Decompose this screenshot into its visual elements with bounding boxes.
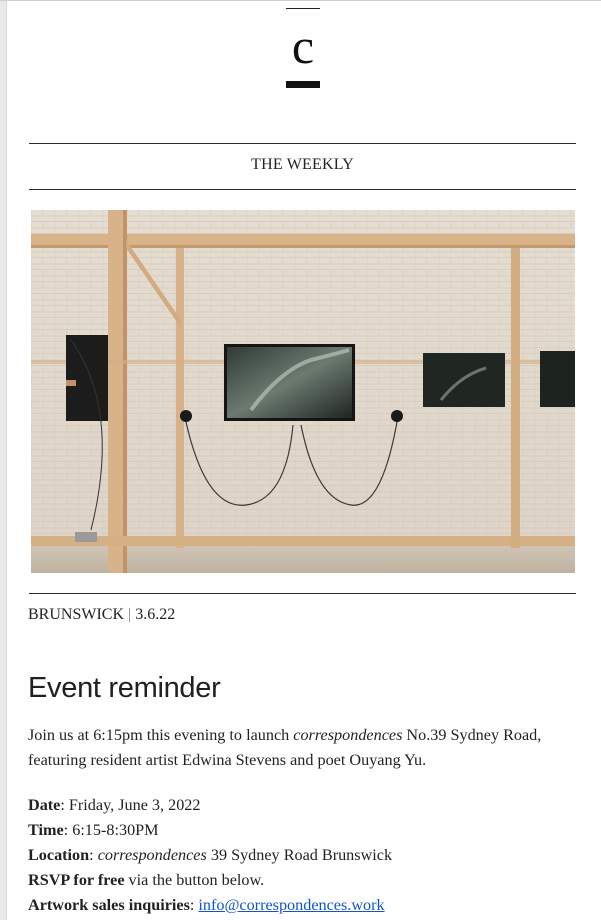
detail-location: Location: correspondences 39 Sydney Road Brunswick (28, 846, 393, 864)
window-left-edge (0, 0, 7, 920)
sales-label: Artwork sales inquiries (28, 896, 190, 914)
dateline (28, 606, 175, 624)
detail-time: Time: 6:15-8:30PM (28, 821, 159, 839)
dateline-location: BRUNSWICK (28, 606, 125, 623)
detail-sales: Artwork sales inquiries: info@correspondences.work (28, 896, 385, 914)
dateline-separator: | (128, 606, 132, 623)
event-heading: Event reminder (28, 672, 221, 704)
intro-text-start: Join us at 6:15pm this evening to launch (28, 726, 294, 744)
header-rule-bottom (29, 189, 576, 190)
location-value: 39 Sydney Road Brunswick (206, 846, 393, 864)
newsletter-title: THE WEEKLY (251, 156, 354, 173)
date-value: Friday, June 3, 2022 (68, 796, 201, 814)
location-italic: correspondences (97, 846, 207, 864)
date-label: Date (28, 796, 61, 814)
time-label: Time (28, 821, 64, 839)
event-details (28, 793, 588, 918)
location-label: Location (28, 846, 90, 864)
sales-email-link[interactable]: info@correspondences.work (198, 896, 385, 914)
intro-text-end: No.39 Sydney Road, featuring resident artist Edwina Stevens and poet Ouyang Yu. (28, 726, 542, 769)
intro-italic-name: correspondences (293, 726, 403, 744)
logo-top-bar (286, 8, 320, 9)
rsvp-value: via the button below. (124, 871, 265, 889)
logo-bottom-bar (286, 81, 320, 88)
section-rule (29, 593, 576, 594)
window-top-edge (0, 0, 601, 1)
brand-logo[interactable] (286, 8, 320, 89)
hero-image[interactable] (31, 210, 575, 573)
logo-letter: c (291, 18, 315, 74)
event-intro (28, 723, 578, 773)
rsvp-label: RSVP for free (28, 871, 125, 889)
header-rule-top (29, 143, 576, 144)
dateline-date: 3.6.22 (135, 606, 176, 623)
time-value: 6:15-8:30PM (72, 821, 159, 839)
detail-rsvp (28, 868, 588, 893)
detail-date: Date: Friday, June 3, 2022 (28, 796, 201, 814)
gallery-photo (31, 210, 575, 573)
